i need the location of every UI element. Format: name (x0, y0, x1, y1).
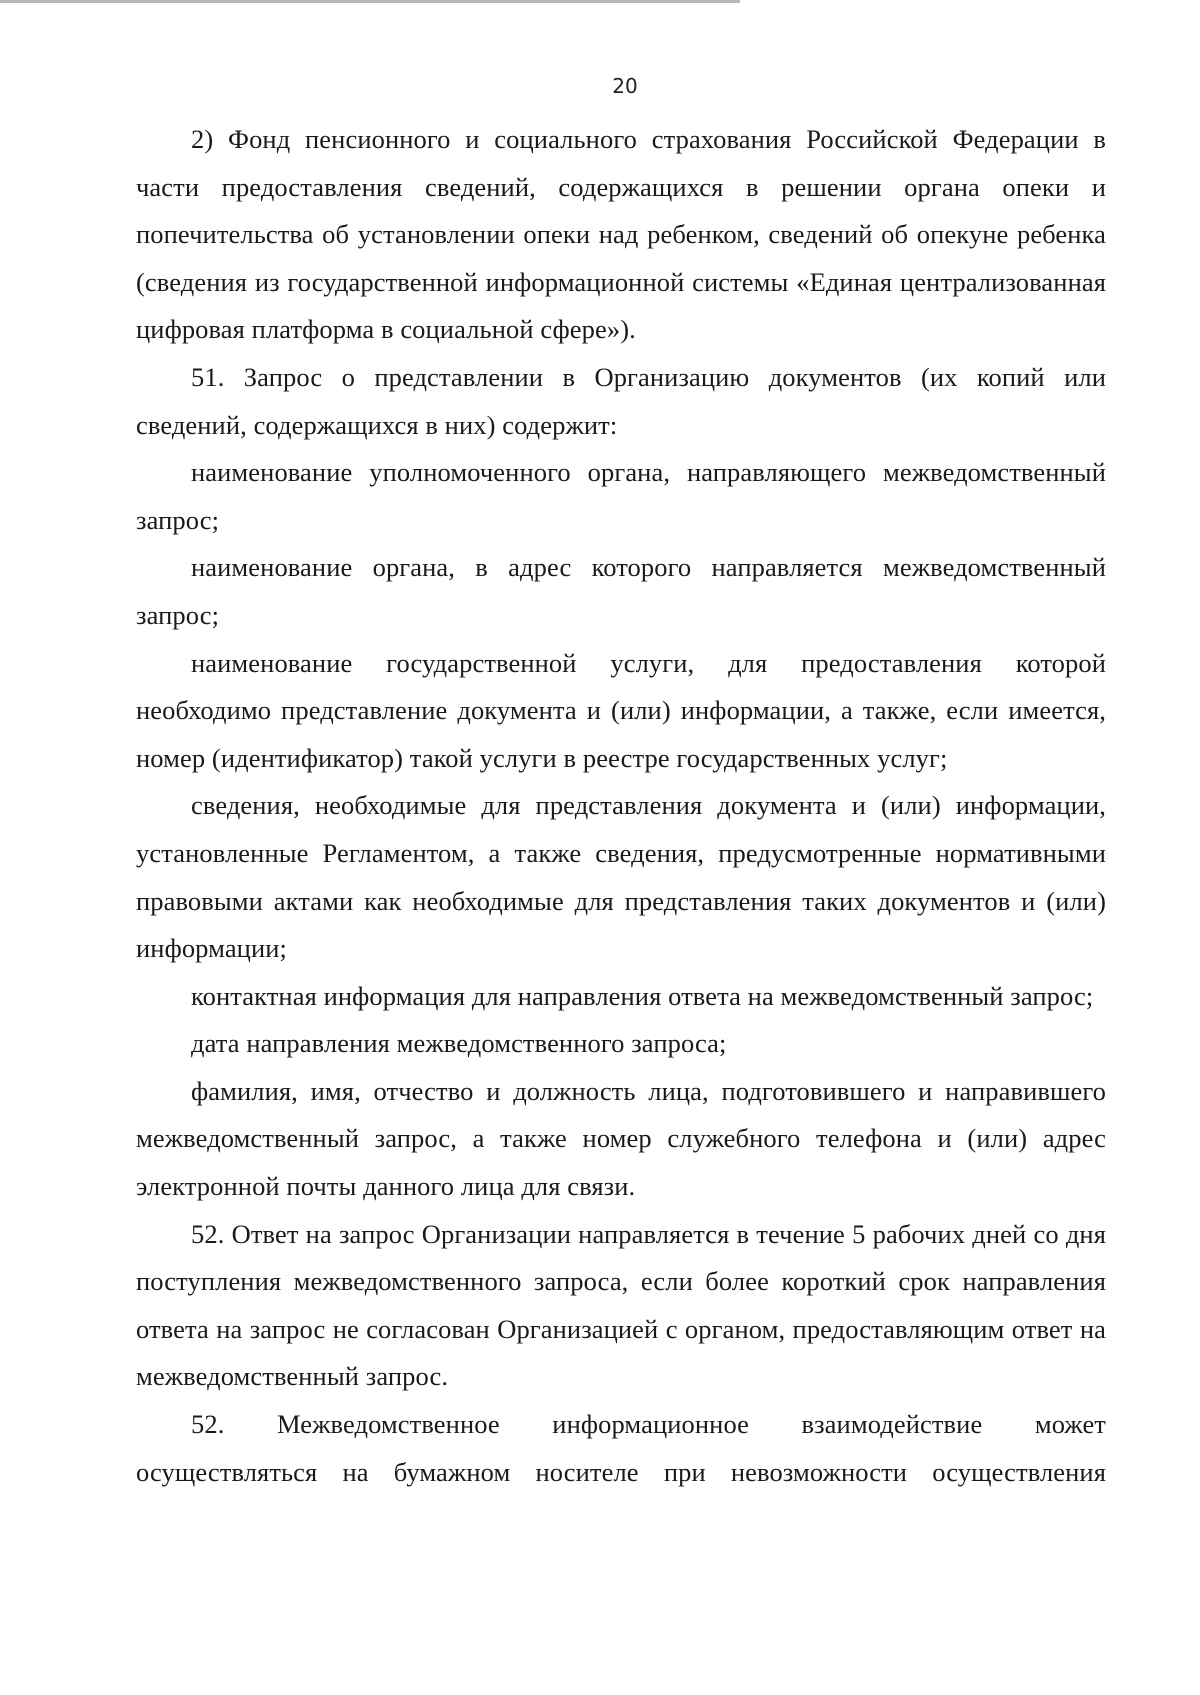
list-item-contact-information: контактная информация для направления ответа на межведомственный запрос; (191, 980, 1094, 1011)
list-item-recipient-body: наименование органа, в адрес которого направляется межведомственный запрос; (136, 552, 1106, 630)
list-item-authorized-body: наименование уполномоченного органа, направляющего межведомственный запрос; (136, 457, 1106, 535)
list-item-service-name: наименование государственной услуги, для предоставления которой необходимо представление документа и (или) информации, а также, если имеется, номер (идентификатор) такой услуги в реестре государственных услуг; (136, 647, 1106, 773)
paragraph-52-response-deadline: 52. Ответ на запрос Организации направляется в течение 5 рабочих дней со дня поступления межведомственного запроса, если более короткий срок направления ответа на запрос не согласован Организацией с органом, предоставляющим ответ на межведомственный запрос. (136, 1218, 1106, 1392)
list-item-required-information: сведения, необходимые для представления документа и (или) информации, установленные Регламентом, а также сведения, предусмотренные нормативными правовыми актами как необходимые для представления таких документов и (или) информации; (136, 790, 1106, 964)
list-item-request-date: дата направления межведомственного запроса; (191, 1028, 727, 1059)
page-number: 20 (612, 74, 638, 98)
paragraph-52-paper-interaction: 52. Межведомственное информационное взаимодействие может осуществляться на бумажном носителе при невозможности осуществления (136, 1409, 1106, 1487)
paragraph-51-request-contents: 51. Запрос о представлении в Организацию документов (их копий или сведений, содержащихся в них) содержит: (136, 361, 1106, 440)
paragraph-pension-fund: 2) Фонд пенсионного и социального страхования Российской Федерации в части предоставления сведений, содержащихся в решении органа опеки и попечительства об установлении опеки над ребенком, сведений об опекуне ребенка (сведения из государственной информационной системы «Единая централизованная цифровая платформа в социальной сфере»). (136, 124, 1106, 345)
list-item-responsible-person: фамилия, имя, отчество и должность лица, подготовившего и направившего межведомственный запрос, а также номер служебного телефона и (или) адрес электронной почты данного лица для связи. (136, 1075, 1106, 1202)
document-body (136, 116, 1106, 1496)
